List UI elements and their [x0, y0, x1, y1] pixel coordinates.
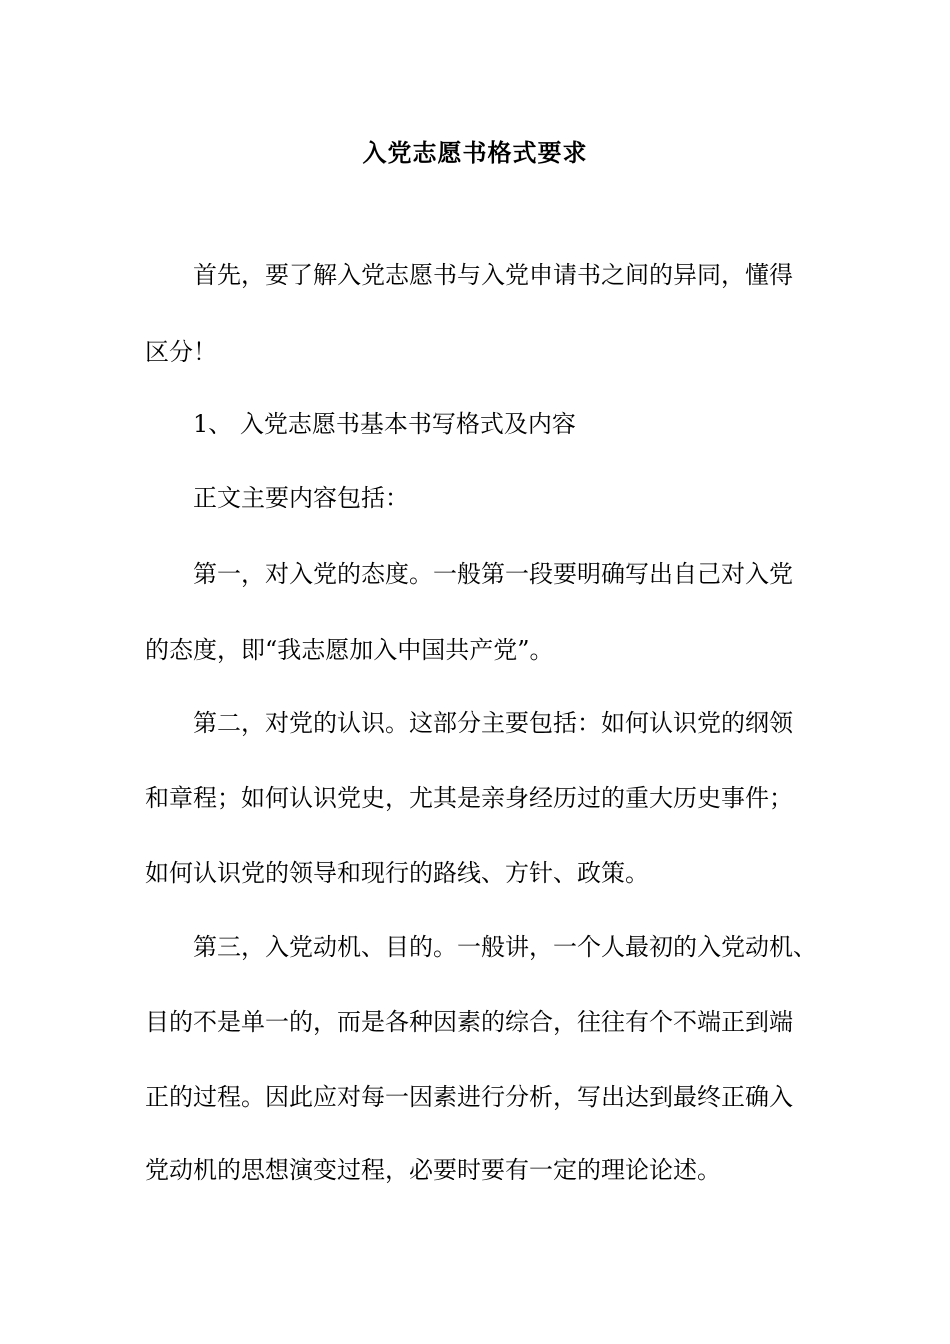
paragraph-line: 目的不是单一的，而是各种因素的综合，往往有个不端正到端: [145, 1008, 793, 1036]
paragraph-line: 如何认识党的领导和现行的路线、方针、政策。: [145, 859, 649, 887]
paragraph-line: 第三，入党动机、目的。一般讲，一个人最初的入党动机、: [193, 933, 817, 961]
document-title: 入党志愿书格式要求: [362, 138, 588, 167]
paragraph-line: 党动机的思想演变过程，必要时要有一定的理论论述。: [145, 1156, 721, 1184]
section-heading: 1、 入党志愿书基本书写格式及内容: [193, 410, 576, 438]
paragraph-line: 区分！: [145, 338, 217, 366]
paragraph-line: 的态度，即“我志愿加入中国共产党”。: [145, 636, 554, 664]
paragraph-line: 正的过程。因此应对每一因素进行分析，写出达到最终正确入: [145, 1083, 793, 1111]
paragraph-line: 首先，要了解入党志愿书与入党申请书之间的异同，懂得: [193, 261, 793, 289]
paragraph-line: 第一，对入党的态度。一般第一段要明确写出自己对入党: [193, 560, 793, 588]
paragraph-line: 正文主要内容包括：: [193, 484, 409, 512]
paragraph-line: 第二，对党的认识。这部分主要包括：如何认识党的纲领: [193, 709, 793, 737]
paragraph-line: 和章程；如何认识党史，尤其是亲身经历过的重大历史事件；: [145, 784, 793, 812]
